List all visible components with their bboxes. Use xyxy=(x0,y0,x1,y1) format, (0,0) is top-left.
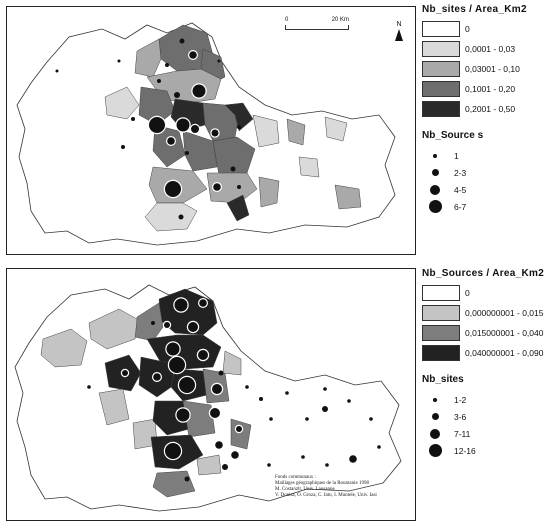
proportional-symbol xyxy=(151,321,155,325)
proportional-symbol xyxy=(219,371,224,376)
legend-class-row xyxy=(422,79,553,98)
legend-dot-title: Nb_Source s xyxy=(422,130,484,141)
proportional-symbol xyxy=(237,125,241,129)
proportional-symbol xyxy=(215,441,223,449)
legend-dot-symbol xyxy=(430,429,440,439)
scale-left-label: 0 xyxy=(285,17,289,23)
legend-dot-label: 3-6 xyxy=(454,411,467,422)
legend-dot-symbol xyxy=(430,185,440,195)
legend-dot-classes xyxy=(422,391,553,459)
proportional-symbol xyxy=(169,357,185,373)
proportional-symbol xyxy=(167,343,180,356)
legend-dot-symbol xyxy=(429,444,442,457)
proportional-symbol xyxy=(185,477,190,482)
proportional-symbol xyxy=(245,385,249,389)
legend-swatch xyxy=(422,325,460,341)
proportional-symbol xyxy=(167,137,175,145)
legend-class-row xyxy=(422,39,553,58)
legend-fill-title: Nb_Sources / Area_Km2 xyxy=(422,268,545,279)
legend-swatch xyxy=(422,21,460,37)
proportional-symbol xyxy=(231,167,236,172)
legend-dot-symbol xyxy=(433,398,437,402)
credit-line: V. Donisa, O. Groza, C. Iatu, I. Muntele, Univ. Iasi xyxy=(275,493,377,498)
legend-dot-label: 2-3 xyxy=(454,167,467,178)
legend-dot-label: 12-16 xyxy=(454,445,476,456)
legend-dot-label: 1-2 xyxy=(454,394,467,405)
legend-class-row xyxy=(422,283,553,302)
proportional-symbol xyxy=(177,119,190,132)
north-arrow-icon xyxy=(392,21,406,41)
legend-fill-title: Nb_sites / Area_Km2 xyxy=(422,4,527,15)
legend-dot-row xyxy=(422,164,553,181)
proportional-symbol xyxy=(323,387,327,391)
proportional-symbol xyxy=(131,117,135,121)
legend-swatch xyxy=(422,81,460,97)
legend-class-row xyxy=(422,303,553,322)
proportional-symbol xyxy=(267,463,271,467)
proportional-symbol xyxy=(269,417,273,421)
north-label: N xyxy=(396,21,402,28)
proportional-symbol xyxy=(305,417,309,421)
legend-dot-symbol xyxy=(429,200,442,213)
proportional-symbol xyxy=(325,463,329,467)
legend-dot-title: Nb_sites xyxy=(422,374,464,385)
commune-area xyxy=(259,177,279,207)
proportional-symbol xyxy=(212,384,222,394)
legend-class-label: 0,0001 - 0,03 xyxy=(465,43,516,54)
legend-dot-classes xyxy=(422,147,553,215)
proportional-symbol xyxy=(213,183,221,191)
proportional-symbol xyxy=(180,39,185,44)
legend-class-row xyxy=(422,99,553,118)
proportional-symbol xyxy=(210,408,220,418)
map-canvas-sites xyxy=(7,7,415,254)
proportional-symbol xyxy=(165,181,181,197)
map-panel-sites-density xyxy=(6,6,416,255)
legend-dot-row xyxy=(422,147,553,164)
credit-line: Fonds communaux : xyxy=(275,475,316,480)
proportional-symbol xyxy=(259,397,263,401)
proportional-symbol xyxy=(185,151,189,155)
proportional-symbol xyxy=(118,60,121,63)
proportional-symbol xyxy=(177,409,190,422)
credit-line: Maillages géographiques de la Roumanie 1998 xyxy=(275,481,370,486)
credit-line: M. Costanzlt, Univ. Lausanne xyxy=(275,487,335,492)
legend-dot-row xyxy=(422,181,553,198)
proportional-symbol xyxy=(157,79,161,83)
legend-class-label: 0,03001 - 0,10 xyxy=(465,63,520,74)
commune-area xyxy=(299,157,319,177)
legend-swatch xyxy=(422,345,460,361)
legend-dot-label: 1 xyxy=(454,150,459,161)
proportional-symbol xyxy=(122,370,128,376)
proportional-symbol xyxy=(153,373,161,381)
proportional-symbol xyxy=(56,70,59,73)
legend-sources xyxy=(422,268,553,459)
legend-class-label: 0,1001 - 0,20 xyxy=(465,83,516,94)
proportional-symbol xyxy=(193,85,206,98)
legend-dot-row xyxy=(422,408,553,425)
proportional-symbol xyxy=(199,299,207,307)
legend-swatch xyxy=(422,305,460,321)
legend-dot-label: 7-11 xyxy=(454,428,471,439)
proportional-symbol xyxy=(174,92,180,98)
legend-dot-label: 4-5 xyxy=(454,184,467,195)
legend-class-label: 0,040000001 - 0,090 xyxy=(465,347,544,358)
legend-dot-row xyxy=(422,442,553,459)
proportional-symbol xyxy=(237,185,241,189)
proportional-symbol xyxy=(175,299,188,312)
proportional-symbol xyxy=(189,51,197,59)
legend-swatch xyxy=(422,101,460,117)
proportional-symbol xyxy=(212,130,219,137)
legend-fill-classes xyxy=(422,19,553,118)
map-panel-sources-density xyxy=(6,268,416,521)
legend-class-label: 0 xyxy=(465,23,470,34)
legend-class-label: 0,015000001 - 0,040 xyxy=(465,327,544,338)
proportional-symbol xyxy=(231,451,239,459)
legend-dot-symbol xyxy=(432,413,439,420)
legend-class-row xyxy=(422,323,553,342)
proportional-symbol xyxy=(188,322,198,332)
legend-class-row xyxy=(422,343,553,362)
scale-line xyxy=(285,25,349,30)
legend-swatch xyxy=(422,61,460,77)
proportional-symbol xyxy=(369,417,373,421)
map-credits xyxy=(275,475,377,499)
proportional-symbol xyxy=(236,426,242,432)
proportional-symbol xyxy=(165,63,169,67)
proportional-symbol xyxy=(179,377,195,393)
scale-bar xyxy=(285,17,349,41)
proportional-symbol xyxy=(198,350,208,360)
proportional-symbol xyxy=(149,117,165,133)
proportional-symbol xyxy=(164,322,170,328)
scale-right-label: 20 Km xyxy=(331,17,349,23)
proportional-symbol xyxy=(179,215,184,220)
proportional-symbol xyxy=(322,406,328,412)
legend-dot-row xyxy=(422,198,553,215)
legend-dot-label: 6-7 xyxy=(454,201,467,212)
proportional-symbol xyxy=(121,145,125,149)
legend-class-label: 0,2001 - 0,50 xyxy=(465,103,516,114)
legend-fill-classes xyxy=(422,283,553,362)
proportional-symbol xyxy=(285,391,289,395)
proportional-symbol xyxy=(377,445,381,449)
legend-dot-symbol xyxy=(433,154,437,158)
legend-swatch xyxy=(422,41,460,57)
proportional-symbol xyxy=(87,385,91,389)
legend-dot-row xyxy=(422,425,553,442)
proportional-symbol xyxy=(301,455,305,459)
legend-swatch xyxy=(422,285,460,301)
proportional-symbol xyxy=(222,464,228,470)
proportional-symbol xyxy=(349,455,357,463)
proportional-symbol xyxy=(191,125,199,133)
legend-sites xyxy=(422,4,553,215)
legend-class-row xyxy=(422,19,553,38)
legend-class-label: 0,000000001 - 0,015 xyxy=(465,307,544,318)
proportional-symbol xyxy=(165,443,181,459)
legend-class-label: 0 xyxy=(465,287,470,298)
legend-class-row xyxy=(422,59,553,78)
proportional-symbol xyxy=(218,60,221,63)
proportional-symbol xyxy=(347,399,351,403)
legend-dot-row xyxy=(422,391,553,408)
north-arrow-shape xyxy=(395,29,403,41)
legend-dot-symbol xyxy=(432,169,439,176)
commune-area xyxy=(335,185,361,209)
